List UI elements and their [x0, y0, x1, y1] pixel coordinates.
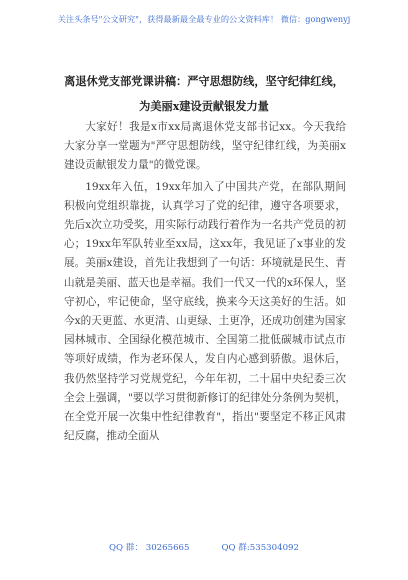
title-line-1: 离退休党支部党课讲稿：严守思想防线，坚守纪律红线， — [64, 74, 344, 88]
paragraph-intro: 大家好！我是x市xx局离退休党支部书记xx。今天我给大家分享一堂题为"严守思想防线，坚守纪律红线，为美丽x建设贡献银发力量"的微党课。 — [64, 121, 346, 172]
document-title — [24, 69, 384, 119]
document-body — [64, 118, 346, 446]
footer-qq-group-2: QQ 群:535304092 — [221, 543, 299, 553]
paragraph-main: 19xx年入伍，19xx年加入了中国共产党，在部队期间积极向党组织靠拢，认真学习了党的纪律，遵守各项要求，先后x次立功受奖，用实际行动践行着作为一名共产党员的初心；19xx年军队转业至xx局，这xx年，我见证了x事业的发展。美丽x建设，首先让我想到了一句话：环境就是民生、青山就是美丽、蓝天也是幸福。我们一代又一代的x环保人，坚守初心，牢记使命，坚守底线，换来今天这美好的生活。如今x的天更蓝、水更清、山更绿、土更净，还成功创建为国家园林城市、全国绿化模范城市、全国第二批低碳城市试点市等项好成绩，作为老环保人，发自内心感到骄傲。退休后，我仍然坚持学习党规党纪，今年年初，二十届中央纪委三次全会上强调，"要以学习贯彻新修订的纪律处分条例为契机，在全党开展一次集中性纪律教育"，指出"要坚定不移正风肃纪反腐，推动全面从 — [64, 180, 346, 443]
footer-contact — [0, 542, 408, 554]
title-line-2: 为美丽x建设贡献银发力量 — [139, 99, 269, 113]
footer-qq-group-1: QQ 群： 30265665 — [108, 543, 190, 553]
header-promo-note: 关注头条号"公文研究"，获得最新最全最专业的公文资料库！ 微信：gongwenyj — [57, 14, 351, 24]
